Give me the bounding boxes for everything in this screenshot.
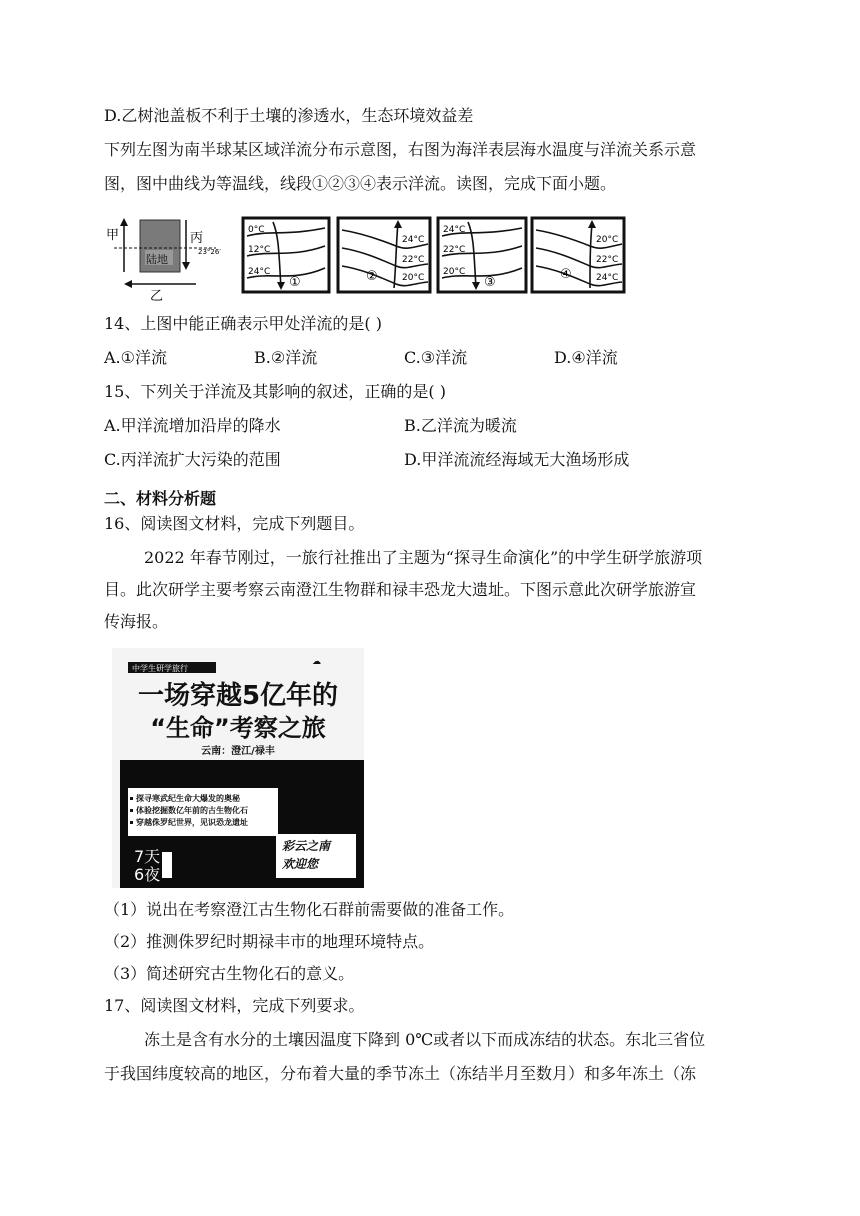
panel3-label-a: 24°C [443,225,466,235]
panel3-label-c: 20°C [443,267,466,277]
q16-subquestion-1: （1）说出在考察澄江古生物化石群前需要做的准备工作。 [104,900,515,919]
q15-option-d: D.甲洋流流经海域无大渔场形成 [404,450,630,469]
q14-stem: 14、上图中能正确表示甲处洋流的是( ) [104,314,382,333]
panel2-label-c: 20°C [402,273,425,283]
isotherm-panel-3 [436,216,528,298]
q14-option-b: B.②洋流 [254,348,318,367]
q13-option-d: D.乙树池盖板不利于土壤的渗透水，生态环境效益差 [104,106,474,125]
panel2-label-b: 22°C [402,255,425,265]
poster-date-top: 7天 [134,847,161,866]
panel1-number: ① [289,275,301,290]
poster-tag: 中学生研学旅行 [132,664,188,673]
bing-label: 丙 [190,231,204,246]
poster-place: 云南：澄江/禄丰 [201,746,275,757]
intro-line-2: 图，图中曲线为等温线，线段①②③④表示洋流。读图，完成下面小题。 [104,174,617,193]
panel1-label-b: 12°C [248,245,271,255]
q14-option-d: D.④洋流 [554,348,618,367]
isotherm-panel-4 [530,216,626,298]
poster-bullet-2: 体验挖掘数亿年前的古生物化石 [136,806,248,815]
panel1-label-c: 24°C [248,267,271,277]
q16-subquestion-3: （3）简述研究古生物化石的意义。 [104,964,355,983]
panel2-number: ② [366,269,378,284]
q16-stem: 16、阅读图文材料，完成下列题目。 [104,514,365,533]
panel4-label-a: 20°C [596,235,619,245]
q17-stem: 17、阅读图文材料，完成下列要求。 [104,996,365,1015]
panel4-label-c: 24°C [596,273,619,283]
study-tour-poster [112,648,364,888]
panel3-label-b: 22°C [443,245,466,255]
q15-option-a: A.甲洋流增加沿岸的降水 [104,416,281,435]
panel1-label-a: 0°C [248,225,265,235]
yi-label: 乙 [150,289,164,302]
q17-paragraph-2: 于我国纬度较高的地区，分布着大量的季节冻土（冻结半月至数月）和多年冻土（冻 [104,1064,697,1083]
q15-stem: 15、下列关于洋流及其影响的叙述，正确的是( ) [104,382,446,401]
intro-line-1: 下列左图为南半球某区域洋流分布示意图，右图为海洋表层海水温度与洋流关系示意 [104,140,697,159]
panel4-label-b: 22°C [596,255,619,265]
q16-paragraph-2: 目。此次研学主要考察云南澄江生物群和禄丰恐龙大遗址。下图示意此次研学旅游宣 [104,580,697,599]
panel3-number: ③ [484,275,496,290]
panel4-number: ④ [560,267,572,282]
q16-paragraph-3: 传海报。 [104,612,169,631]
poster-date-bottom: 6夜 [134,865,161,884]
jia-label: 甲 [106,228,120,243]
q16-paragraph-1: 2022 年春节刚过，一旅行社推出了主题为“探寻生命演化”的中学生研学旅游项 [144,548,703,567]
section-heading: 二、材料分析题 [104,489,217,508]
poster-slogan-2: 欢迎您 [282,857,319,871]
poster-bullet-1: 探寻寒武纪生命大爆发的奥秘 [136,794,240,803]
poster-bullet-3: 穿越侏罗纪世界，见识恐龙遗址 [136,818,248,827]
poster-title-1: 一场穿越5亿年的 [137,681,339,711]
poster-logo-icon: ☁ [312,657,321,667]
land-label: 陆地 [146,253,168,266]
poster-slogan-1: 彩云之南 [282,839,331,853]
poster-title-2: “生命”考察之旅 [150,714,326,742]
latitude-label: 23°26′ [198,248,221,256]
q14-option-a: A.①洋流 [104,348,167,367]
isotherm-panel-2 [336,216,432,298]
q17-paragraph-1: 冻土是含有水分的土壤因温度下降到 0℃或者以下而成冻结的状态。东北三省位 [144,1030,706,1049]
panel2-label-a: 24°C [402,235,425,245]
q15-option-c: C.丙洋流扩大污染的范围 [104,450,281,469]
ocean-current-map [104,212,240,302]
q15-option-b: B.乙洋流为暖流 [404,416,517,435]
q16-subquestion-2: （2）推测侏罗纪时期禄丰市的地理环境特点。 [104,932,435,951]
q14-option-c: C.③洋流 [404,348,468,367]
isotherm-panel-1 [241,216,331,298]
